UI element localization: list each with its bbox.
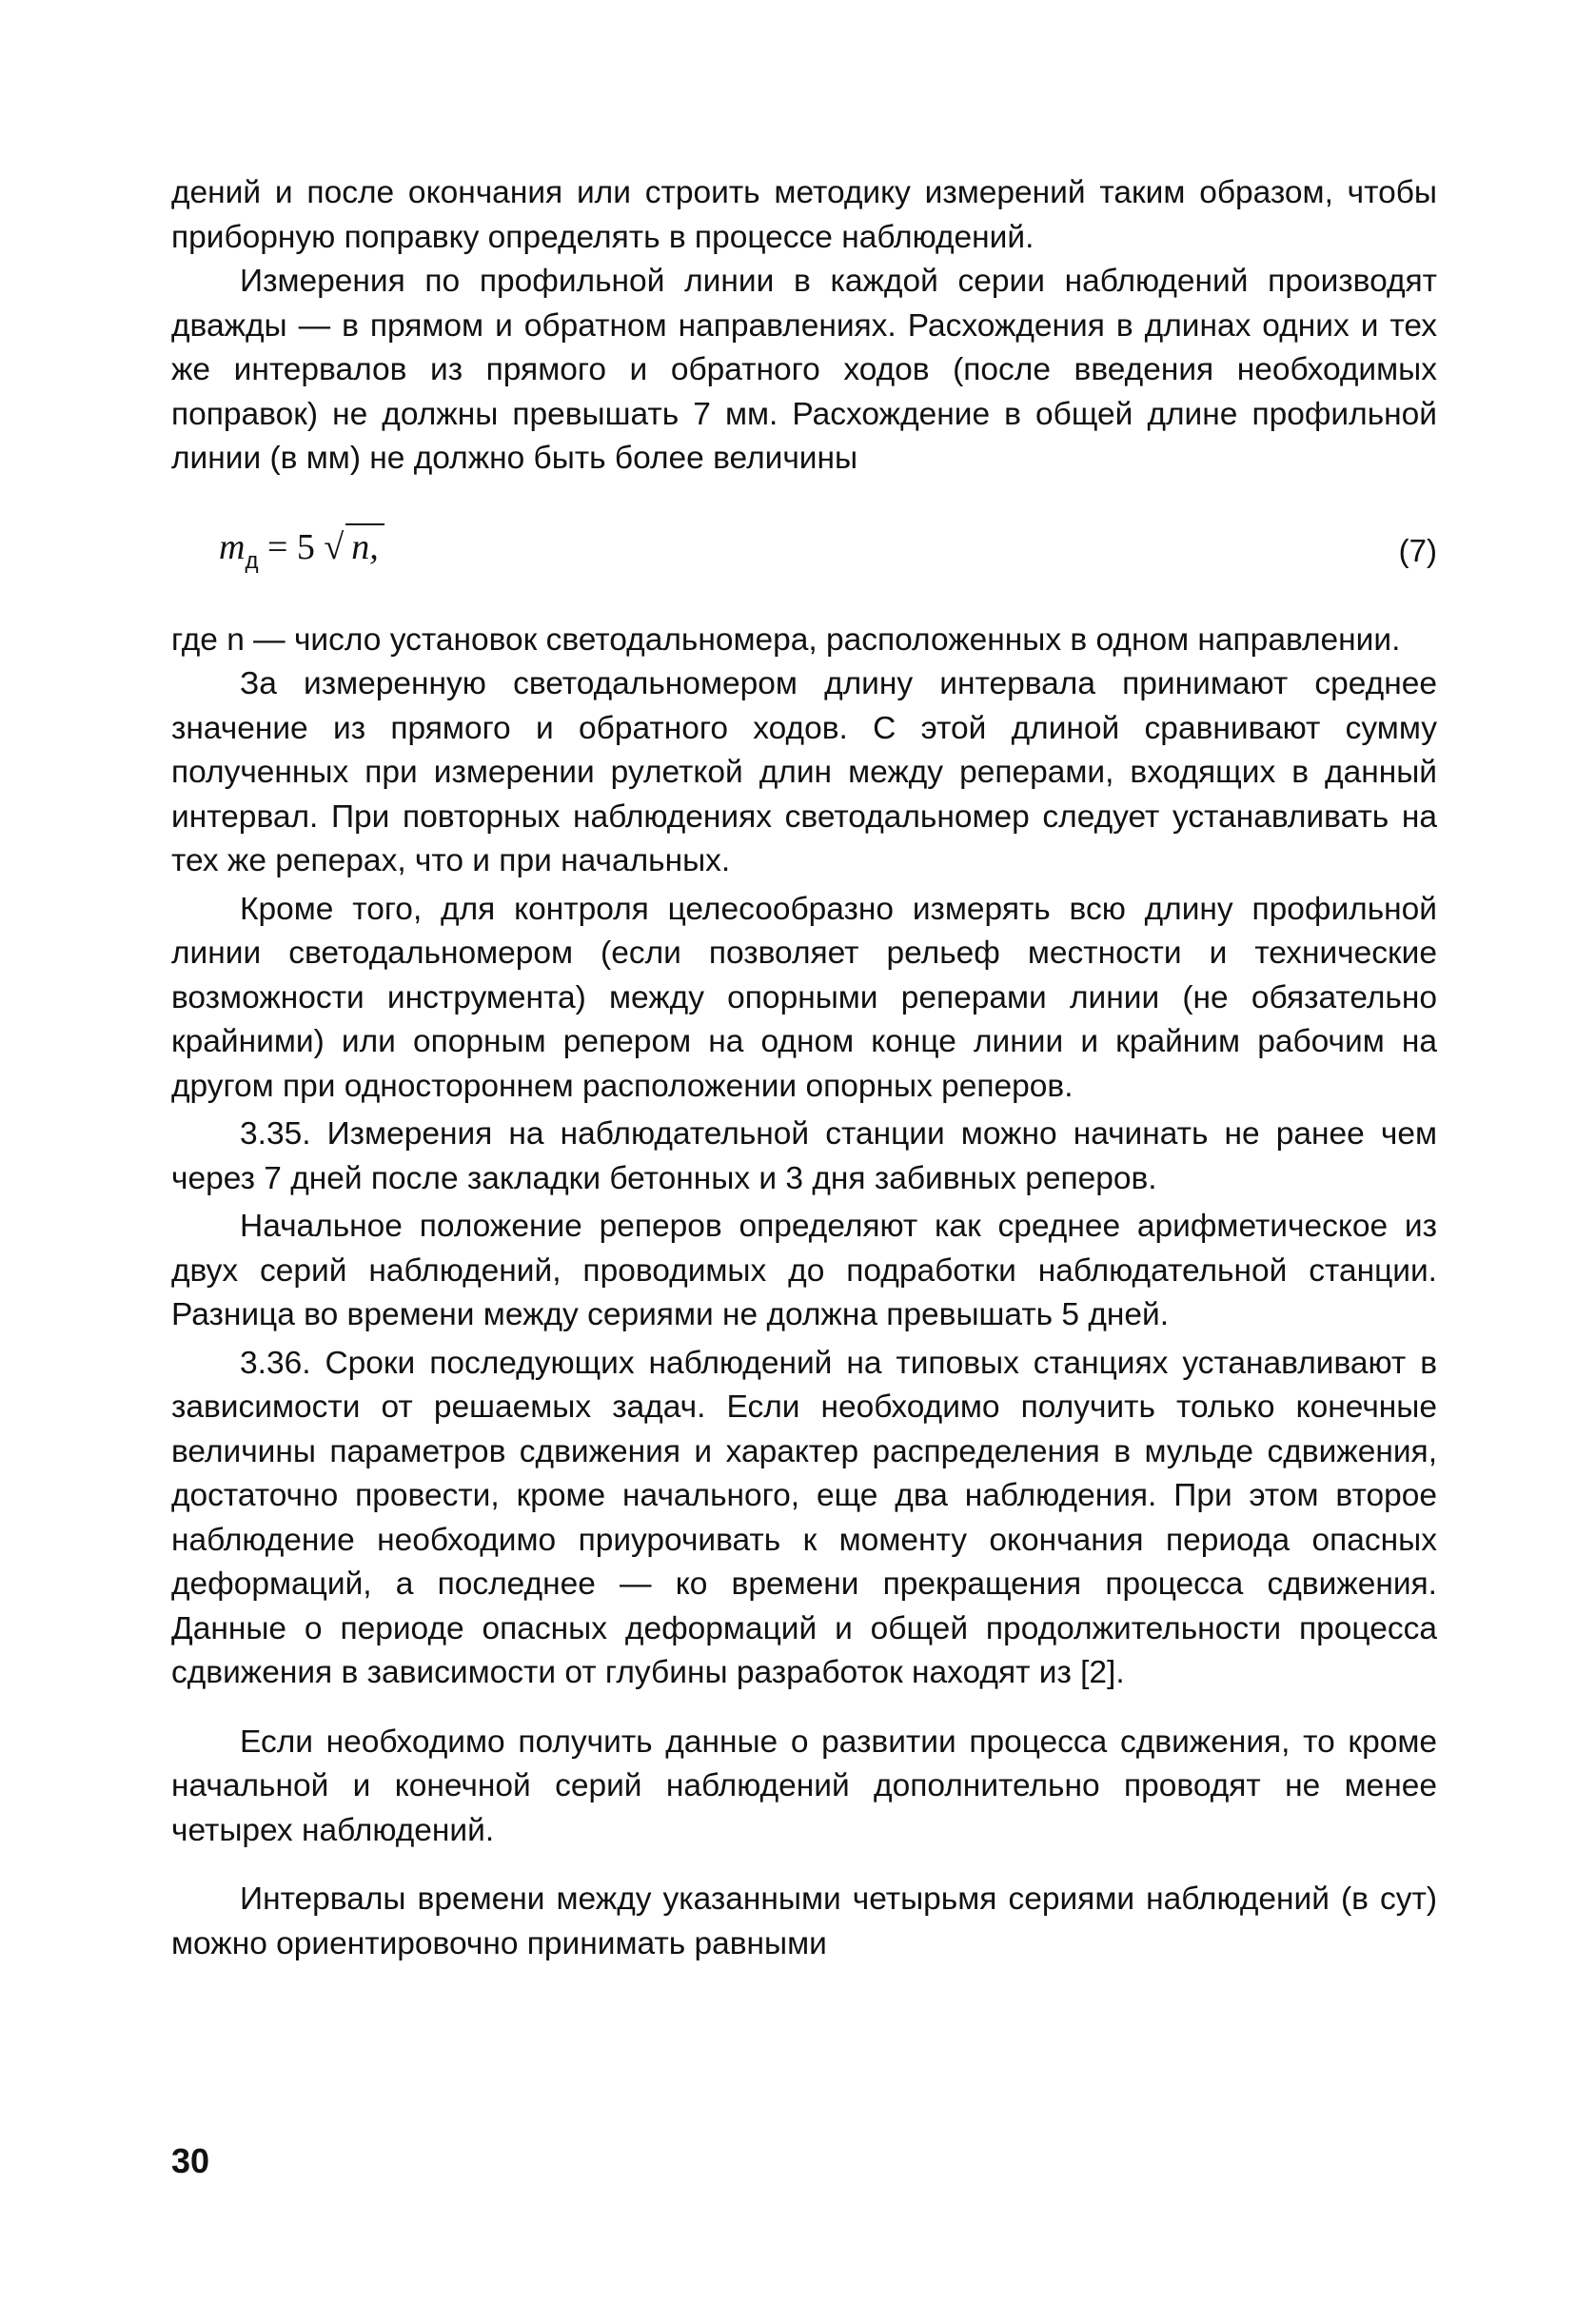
sqrt-icon: √ — [324, 526, 345, 567]
paragraph-3-35: 3.35. Измерения на наблюдательной станции можно начинать не ранее чем через 7 дней после закладки бетонных и 3 дня забивных реперов. — [171, 1116, 1437, 1196]
page-number: 30 — [171, 2141, 210, 2180]
paragraph-development: Если необходимо получить данные о развитии процесса сдвижения, то кроме начальной и конечной серий наблюдений дополнительно проводят не менее четырех наблюдений. — [171, 1724, 1437, 1848]
paragraph-control: Кроме того, для контроля целесообразно измерять всю длину профильной линии светодальномером (если позволяет рельеф местности и технические возможности инструмента) между опорными реперами линии (не обязательно крайними) или опорным репером на одном конце линии и крайним рабочим на другом при одностороннем расположении опорных реперов. — [171, 891, 1437, 1104]
formula-lhs: m — [219, 526, 246, 567]
formula-row — [171, 495, 1437, 600]
paragraph-intervals: Интервалы времени между указанными четырьмя сериями наблюдений (в сут) можно ориентировочно принимать равными — [171, 1881, 1437, 1961]
paragraph-3-36: 3.36. Сроки последующих наблюдений на типовых станциях устанавливают в зависимости от решаемых задач. Если необходимо получить только конечные величины параметров сдвижения и характер распределения в мульде сдвижения, достаточно провести, кроме начального, еще два наблюдения. При этом второе наблюдение необходимо приурочивать к моменту окончания периода опасных деформаций, а последнее — ко времени прекращения процесса сдвижения. Данные о периоде опасных деформаций и общей продолжительности процесса сдвижения в зависимости от глубины разработок находят из [2]. — [171, 1345, 1437, 1690]
paragraph-initial-position: Начальное положение реперов определяют как среднее арифметическое из двух серий наблюдений, проводимых до подработки наблюдательной станции. Разница во времени между сериями не должна превышать 5 дней. — [171, 1209, 1437, 1332]
paragraph-measurement-rules: Измерения по профильной линии в каждой серии наблюдений производят дважды — в прямом и обратном направлениях. Расхождения в длинах одних и тех же интервалов из прямого и обратного ходов (после введения необходимых поправок) не должны превышать 7 мм. Расхождение в общей длине профильной линии (в мм) не должно быть более величины — [171, 264, 1437, 476]
paragraph-interval-length: За измеренную светодальномером длину интервала принимают среднее значение из прямого и обратного ходов. С этой длиной сравнивают сумму полученных при измерении рулеткой длин между реперами, входящих в данный интервал. При повторных наблюдениях светодальномер следует устанавливать на тех же реперах, что и при начальных. — [171, 666, 1437, 878]
equation-number: (7) — [1398, 532, 1437, 568]
paragraph-continuation: дений и после окончания или строить методику измерений таким образом, чтобы приборную поправку определять в процессе наблюдений. — [171, 175, 1437, 255]
formula-7 — [219, 523, 384, 575]
formula-rhs: = 5 — [266, 526, 315, 567]
paragraph-where-n: где n — число установок светодальномера, расположенных в одном направлении. — [171, 621, 1401, 658]
formula-subscript: д — [245, 547, 259, 574]
formula-radicand: n, — [345, 523, 384, 570]
body-text — [171, 171, 1437, 1966]
